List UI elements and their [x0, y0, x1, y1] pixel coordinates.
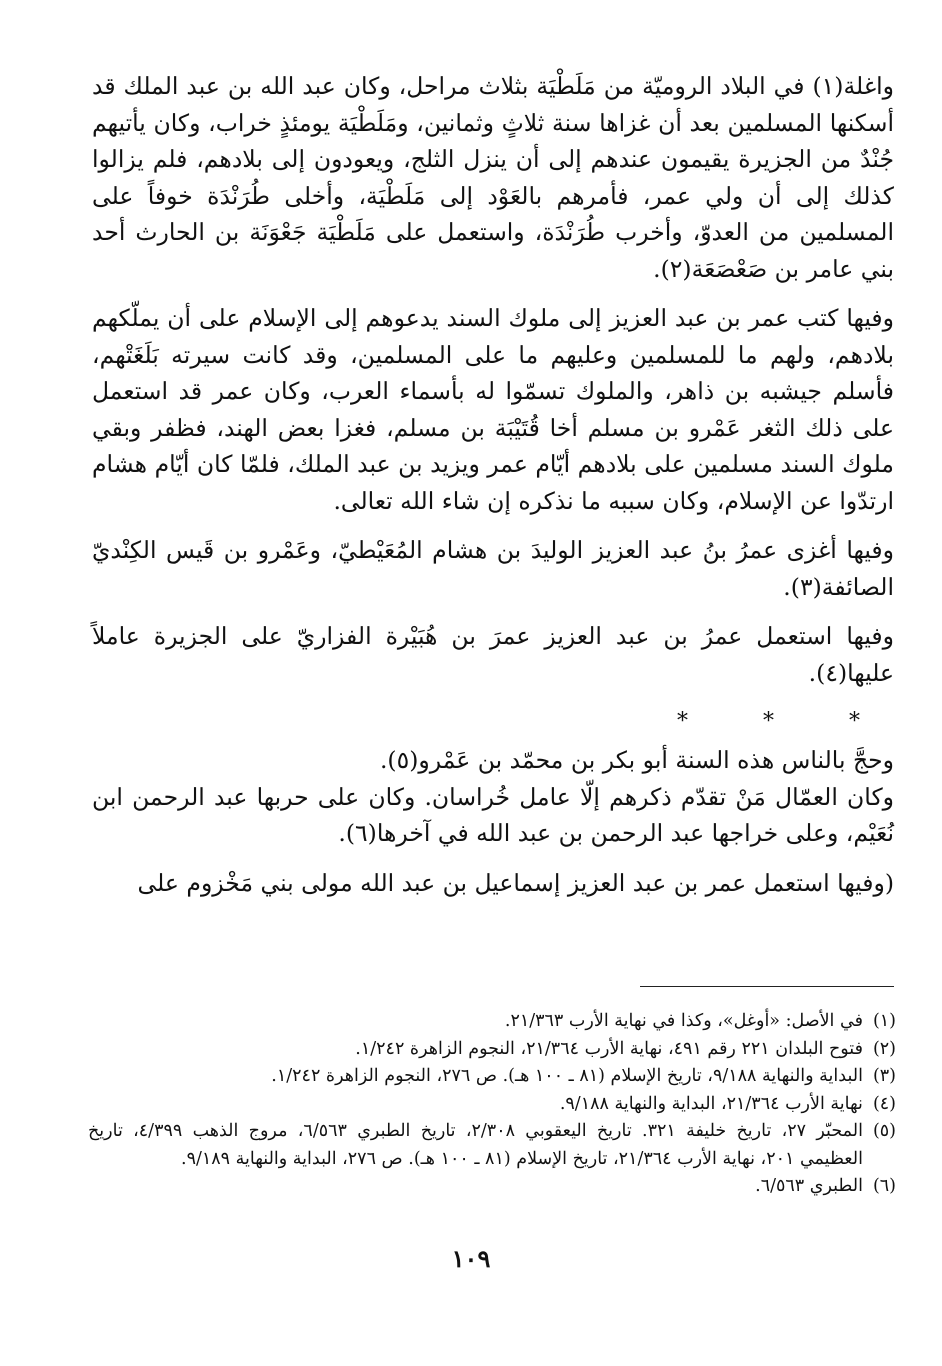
- footnote-6: [88, 1173, 896, 1201]
- footnote-text: المحبّر ٢٧، تاريخ خليفة ٣٢١. تاريخ اليعقوبي ٢/٣٠٨، تاريخ الطبري ٦/٥٦٣، مروج الذهب ٤/٣٩٩، تاريخ العظيمي ٢٠١، نهاية الأرب ٢١/٣٦٤، تاريخ الإسلام (٨١ ـ ١٠٠ هـ). ص ٢٧٦، البداية والنهاية ٩/١٨٩.: [88, 1121, 863, 1169]
- main-text: [92, 68, 894, 914]
- paragraph-5: وحجَّ بالناس هذه السنة أبو بكر بن محمّد بن عَمْرو(٥).: [379, 746, 894, 774]
- paragraph-2: وفيها كتب عمر بن عبد العزيز إلى ملوك السند يدعوهم إلى الإسلام على أن يملّكهم بلادهم، ولهم ما للمسلمين وعليهم ما على المسلمين، وقد كانت سيرته بَلَغَتْهم، فأسلم جيشبه بن ذاهر، والملوك تسمّوا له بأسماء العرب، وكان عمر قد استعمل على ذلك الثغر عَمْرو بن مسلم أخا قُتَيْبَة بن مسلم، فغزا بعض الهند، فظفر وبقي ملوك السند مسلمين على بلادهم أيّام عمر ويزيد بن عبد الملك، فلمّا كان أيّام هشام ارتدّوا عن الإسلام، وكان سببه ما نذكره إن شاء الله تعالى.: [92, 304, 894, 515]
- footnote-number: (٦): [872, 1176, 896, 1196]
- footnote-text: في الأصل: «أوغل»، وكذا في نهاية الأرب ٢١/٣٦٣.: [504, 1011, 863, 1031]
- paragraph-4: وفيها استعمل عمرُ بن عبد العزيز عمرَ بن هُبَيْرة الفزاريّ على الجزيرة عاملاً عليها(٤).: [92, 622, 894, 687]
- footnote-3: [88, 1063, 896, 1091]
- footnote-text: الطبري ٦/٥٦٣.: [755, 1176, 863, 1196]
- paragraph-7: (وفيها استعمل عمر بن عبد العزيز إسماعيل بن عبد الله مولى بني مَخْزوم على: [137, 868, 894, 897]
- footnote-divider: [640, 986, 894, 987]
- footnote-4: [88, 1091, 896, 1119]
- footnote-2: [88, 1036, 896, 1064]
- section-separator: * * *: [677, 709, 894, 734]
- footnotes: [88, 1008, 896, 1201]
- paragraph-1: واغلة(١) في البلاد الروميّة من مَلَطْيَة بثلاث مراحل، وكان عبد الله بن عبد الملك قد أسكنها المسلمين بعد أن غزاها سنة ثلاثٍ وثمانين، ومَلَطْيَة يومئذٍ خراب، وكان يأتيهم جُنْدٌ من الجزيرة يقيمون عندهم إلى أن ينزل الثلج، ويعودون إلى بلادهم، فلم يزالوا كذلك إلى أن ولي عمر، فأمرهم بالعَوْد إلى مَلَطْيَة، وأخلى طُرَنْدَة خوفاً على المسلمين من العدوّ، وأخرب طُرَنْدَة، واستعمل على مَلَطْيَة جَعْوَنَة بن الحارث أحد بني عامر بن صَعْصَعَة(٢).: [92, 72, 894, 283]
- footnote-text: فتوح البلدان ٢٢١ رقم ٤٩١، نهاية الأرب ٢١/٣٦٤، النجوم الزاهرة ١/٢٤٢.: [355, 1038, 863, 1059]
- paragraph-6: وكان العمّال مَنْ تقدّم ذكرهم إلّا عامل خُراسان. وكان على حربها عبد الرحمن ابن نُعَيْم، وعلى خراجها عبد الرحمن بن عبد الله في آخرها(٦).: [92, 782, 894, 847]
- footnote-number: (١): [872, 1011, 896, 1031]
- footnote-number: (٣): [872, 1066, 896, 1086]
- footnote-1: [88, 1008, 896, 1036]
- footnote-number: (٢): [872, 1038, 896, 1059]
- page-number: ١٠٩: [451, 1244, 491, 1273]
- footnote-text: البداية والنهاية ٩/١٨٨، تاريخ الإسلام (٨١ ـ ١٠٠ هـ). ص ٢٧٦، النجوم الزاهرة ١/٢٤٢.: [271, 1066, 863, 1086]
- footnote-number: (٤): [872, 1093, 896, 1114]
- paragraph-3: وفيها أغزى عمرُ بنُ عبد العزيز الوليدَ بن هشام المُعَيْطيّ، وعَمْرو بن قَيس الكِنْديّ الصائفة(٣).: [92, 536, 894, 601]
- footnote-5: [88, 1118, 896, 1173]
- footnote-number: (٥): [872, 1121, 896, 1141]
- footnote-text: نهاية الأرب ٢١/٣٦٤، البداية والنهاية ٩/١٨٨.: [559, 1093, 863, 1114]
